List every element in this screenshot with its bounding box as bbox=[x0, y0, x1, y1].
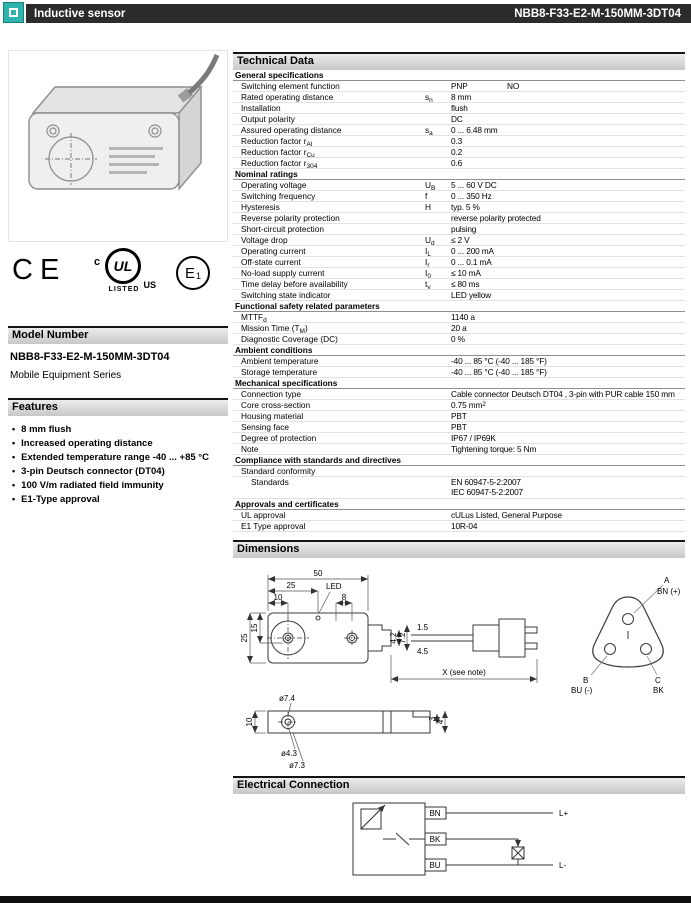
spec-value: typ. 5 % bbox=[451, 202, 480, 212]
spec-label: Hysteresis bbox=[241, 202, 280, 212]
svg-text:10: 10 bbox=[273, 593, 283, 602]
spec-row bbox=[233, 389, 685, 400]
spec-section-header: Ambient conditions bbox=[233, 345, 685, 356]
spec-value: PBT bbox=[451, 422, 467, 432]
spec-value: DC bbox=[451, 114, 463, 124]
dimensions-section-header: Dimensions bbox=[233, 540, 685, 558]
spec-symbol bbox=[425, 356, 451, 366]
spec-symbol bbox=[425, 114, 451, 124]
sensor-symbol bbox=[353, 803, 425, 875]
svg-text:A: A bbox=[664, 576, 670, 585]
brand-logo-inner-square bbox=[9, 8, 18, 17]
svg-text:7.2: 7.2 bbox=[398, 632, 407, 644]
connector-face-detail bbox=[571, 576, 681, 695]
spec-row bbox=[233, 92, 685, 103]
spec-row bbox=[233, 433, 685, 444]
spec-value: 0.75 $mm^2$ bbox=[451, 400, 486, 410]
svg-text:50: 50 bbox=[313, 569, 323, 578]
spec-symbol: $U_d$ bbox=[425, 235, 435, 247]
spec-label: Operating voltage bbox=[241, 180, 307, 190]
spec-label: Storage temperature bbox=[241, 367, 318, 377]
feature-item bbox=[12, 452, 224, 463]
spec-label: Connection type bbox=[241, 389, 301, 399]
svg-text:4: 4 bbox=[436, 719, 445, 725]
spec-row bbox=[233, 290, 685, 301]
spec-label: Diagnostic Coverage (DC) bbox=[241, 334, 338, 344]
spec-symbol: $I_r$ bbox=[425, 257, 430, 269]
ce-mark: CE bbox=[12, 254, 67, 286]
spec-label: Output polarity bbox=[241, 114, 295, 124]
svg-text:C: C bbox=[655, 676, 661, 685]
spec-label: Mission Time $(T_M)$ bbox=[241, 323, 308, 333]
spec-label: Switching state indicator bbox=[241, 290, 331, 300]
spec-symbol bbox=[425, 147, 451, 157]
spec-row bbox=[233, 444, 685, 455]
spec-label: Installation bbox=[241, 103, 281, 113]
spec-symbol bbox=[425, 510, 451, 520]
spec-value: 0 ... 200 mA bbox=[451, 246, 494, 256]
approval-marks bbox=[8, 248, 228, 304]
feature-text: 3-pin Deutsch connector (DT04) bbox=[21, 466, 165, 477]
spec-row bbox=[233, 400, 685, 411]
spec-row bbox=[233, 81, 685, 92]
spec-value: 0 % bbox=[451, 334, 465, 344]
spec-label: Voltage drop bbox=[241, 235, 288, 245]
spec-label: Core cross-section bbox=[241, 400, 311, 410]
spec-label: Standards bbox=[251, 477, 289, 487]
spec-symbol bbox=[425, 81, 451, 91]
svg-text:4.5: 4.5 bbox=[417, 647, 429, 656]
spec-symbol bbox=[425, 477, 451, 498]
spec-label: Reverse polarity protection bbox=[241, 213, 340, 223]
spec-symbol bbox=[425, 334, 451, 344]
bullet-icon: • bbox=[12, 466, 16, 476]
spec-value: PNP NO bbox=[451, 81, 520, 91]
spec-value: 0 ... 350 Hz bbox=[451, 191, 492, 201]
spec-label: Off-state current bbox=[241, 257, 301, 267]
features-section-header: Features bbox=[8, 398, 228, 416]
front-view-dimension-labels bbox=[240, 569, 486, 677]
spec-label: Note bbox=[241, 444, 259, 454]
spec-symbol: $I_L$ bbox=[425, 246, 431, 258]
feature-item bbox=[12, 466, 224, 477]
spec-value bbox=[451, 466, 685, 476]
svg-text:10: 10 bbox=[245, 717, 254, 727]
spec-row bbox=[233, 356, 685, 367]
spec-row bbox=[233, 279, 685, 290]
electrical-connection-diagram bbox=[233, 797, 685, 889]
svg-text:1.5: 1.5 bbox=[417, 623, 429, 632]
front-view-dimension-lines bbox=[250, 575, 537, 683]
spec-row bbox=[233, 224, 685, 235]
svg-text:BN (+): BN (+) bbox=[657, 587, 681, 596]
spec-value: 0.3 bbox=[451, 136, 463, 146]
spec-row bbox=[233, 114, 685, 125]
side-view-drawing bbox=[268, 711, 430, 733]
spec-label: E1 Type approval bbox=[241, 521, 306, 531]
svg-text:25: 25 bbox=[286, 581, 296, 590]
spec-row bbox=[233, 202, 685, 213]
feature-text: 8 mm flush bbox=[21, 424, 72, 435]
feature-text: Increased operating distance bbox=[21, 438, 153, 449]
spec-value-secondary: NO bbox=[507, 81, 520, 91]
spec-label: Reduction factor $r_{304}$ bbox=[241, 158, 318, 168]
spec-symbol bbox=[425, 444, 451, 454]
wire-lines bbox=[425, 807, 553, 871]
spec-symbol bbox=[425, 466, 451, 476]
svg-text:BK: BK bbox=[429, 835, 441, 844]
header-bar bbox=[26, 4, 691, 23]
spec-symbol bbox=[425, 400, 451, 410]
spec-row bbox=[233, 477, 685, 499]
svg-text:LED: LED bbox=[326, 582, 342, 591]
spec-row bbox=[233, 246, 685, 257]
spec-value: IP67 / IP69K bbox=[451, 433, 496, 443]
electrical-connection-section-header: Electrical Connection bbox=[233, 776, 685, 794]
bullet-icon: • bbox=[12, 480, 16, 490]
feature-item bbox=[12, 480, 224, 491]
spec-row bbox=[233, 191, 685, 202]
spec-value: flush bbox=[451, 103, 468, 113]
svg-text:25: 25 bbox=[240, 633, 249, 643]
bullet-icon: • bbox=[12, 424, 16, 434]
spec-row bbox=[233, 213, 685, 224]
spec-label: Rated operating distance bbox=[241, 92, 334, 102]
spec-row bbox=[233, 235, 685, 246]
spec-section-header: General specifications bbox=[233, 70, 685, 81]
spec-symbol bbox=[425, 411, 451, 421]
technical-data-section-header: Technical Data bbox=[233, 52, 685, 70]
spec-value: 0.6 bbox=[451, 158, 463, 168]
spec-symbol: $I_0$ bbox=[425, 268, 431, 280]
spec-symbol bbox=[425, 367, 451, 377]
brand-logo-icon bbox=[3, 2, 24, 23]
spec-row bbox=[233, 367, 685, 378]
spec-value: 20 a bbox=[451, 323, 467, 333]
spec-symbol bbox=[425, 103, 451, 113]
spec-row bbox=[233, 257, 685, 268]
spec-value: LED yellow bbox=[451, 290, 492, 300]
spec-value: reverse polarity protected bbox=[451, 213, 541, 223]
spec-value: ≤ 2 V bbox=[451, 235, 470, 245]
feature-text: 100 V/m radiated field immunity bbox=[21, 480, 164, 491]
bullet-icon: • bbox=[12, 438, 16, 448]
spec-symbol bbox=[425, 389, 451, 399]
spec-symbol: H bbox=[425, 202, 431, 212]
spec-symbol bbox=[425, 422, 451, 432]
spec-label: Short-circuit protection bbox=[241, 224, 325, 234]
spec-label: Ambient temperature bbox=[241, 356, 319, 366]
e1-approval-mark: E 1 bbox=[176, 256, 210, 290]
model-number: NBB8-F33-E2-M-150MM-3DT04 bbox=[10, 351, 170, 363]
side-view-dimension-labels bbox=[245, 694, 445, 770]
spec-label: Switching element function bbox=[241, 81, 340, 91]
spec-symbol bbox=[425, 433, 451, 443]
feature-text: Extended temperature range -40 ... +85 °C bbox=[21, 452, 209, 463]
ul-circle-icon: UL bbox=[105, 248, 141, 284]
spec-row bbox=[233, 411, 685, 422]
spec-label: Housing material bbox=[241, 411, 304, 421]
spec-value: ≤ 10 mA bbox=[451, 268, 481, 278]
svg-text:ø4.3: ø4.3 bbox=[281, 749, 298, 758]
feature-text: E1-Type approval bbox=[21, 494, 100, 505]
spec-symbol bbox=[425, 224, 451, 234]
spec-section-header: Mechanical specifications bbox=[233, 378, 685, 389]
bullet-icon: • bbox=[12, 452, 16, 462]
ul-listed-label: LISTED bbox=[108, 286, 140, 293]
product-drawing bbox=[9, 51, 227, 241]
spec-symbol bbox=[425, 290, 451, 300]
spec-label: UL approval bbox=[241, 510, 286, 520]
svg-text:3: 3 bbox=[428, 716, 437, 722]
spec-section-header: Nominal ratings bbox=[233, 169, 685, 180]
technical-data-table bbox=[233, 70, 685, 532]
spec-row bbox=[233, 103, 685, 114]
spec-value: pulsing bbox=[451, 224, 477, 234]
svg-text:L-: L- bbox=[559, 861, 567, 870]
spec-label: Time delay before availability bbox=[241, 279, 348, 289]
model-number-section-header: Model Number bbox=[8, 326, 228, 344]
spec-value: 0.2 bbox=[451, 147, 463, 157]
spec-value: 5 ... 60 V DC bbox=[451, 180, 497, 190]
spec-symbol bbox=[425, 312, 451, 322]
header-model-number: NBB8-F33-E2-M-150MM-3DT04 bbox=[514, 7, 681, 20]
page-footer-bar bbox=[0, 896, 691, 903]
spec-row bbox=[233, 521, 685, 532]
spec-value: EN 60947-5-2:2007 IEC 60947-5-2:2007 bbox=[451, 477, 524, 497]
spec-symbol bbox=[425, 213, 451, 223]
ul-canada-prefix: c bbox=[94, 256, 101, 268]
spec-value: cULus Listed, General Purpose bbox=[451, 510, 562, 520]
svg-text:BU (-): BU (-) bbox=[571, 686, 593, 695]
product-image bbox=[8, 50, 228, 242]
svg-text:4.2: 4.2 bbox=[389, 632, 398, 644]
product-family-title: Inductive sensor bbox=[34, 7, 126, 20]
spec-symbol bbox=[425, 136, 451, 146]
dimensions-drawing bbox=[233, 561, 685, 773]
bullet-icon: • bbox=[12, 494, 16, 504]
svg-text:B: B bbox=[583, 676, 589, 685]
svg-text:BN: BN bbox=[429, 809, 441, 818]
spec-label: Sensing face bbox=[241, 422, 289, 432]
spec-row bbox=[233, 180, 685, 191]
spec-row bbox=[233, 312, 685, 323]
spec-symbol: $s_n$ bbox=[425, 92, 433, 104]
spec-value: 0 ... 6.48 mm bbox=[451, 125, 498, 135]
spec-symbol: $s_a$ bbox=[425, 125, 433, 137]
spec-row bbox=[233, 510, 685, 521]
spec-value: 1140 a bbox=[451, 312, 475, 322]
svg-text:ø7.3: ø7.3 bbox=[289, 761, 306, 770]
features-list bbox=[12, 424, 224, 508]
svg-text:BK: BK bbox=[653, 686, 664, 695]
spec-row bbox=[233, 466, 685, 477]
spec-label: Standard conformity bbox=[241, 466, 316, 476]
spec-label: Operating current bbox=[241, 246, 306, 256]
spec-value: 10R-04 bbox=[451, 521, 478, 531]
spec-value: Cable connector Deutsch DT04 , 3-pin with PUR cable 150 mm bbox=[451, 389, 675, 399]
spec-row bbox=[233, 334, 685, 345]
spec-row bbox=[233, 422, 685, 433]
spec-value: -40 ... 85 °C (-40 ... 185 °F) bbox=[451, 356, 547, 366]
svg-text:15: 15 bbox=[250, 623, 259, 633]
spec-value: -40 ... 85 °C (-40 ... 185 °F) bbox=[451, 367, 547, 377]
spec-label: $MTTF_d$ bbox=[241, 312, 267, 322]
svg-text:ø7.4: ø7.4 bbox=[279, 694, 296, 703]
svg-text:L+: L+ bbox=[559, 809, 569, 818]
spec-symbol: f bbox=[425, 191, 428, 201]
spec-row bbox=[233, 323, 685, 334]
spec-label: Switching frequency bbox=[241, 191, 316, 201]
spec-section-header: Functional safety related parameters bbox=[233, 301, 685, 312]
spec-symbol bbox=[425, 521, 451, 531]
spec-symbol bbox=[425, 323, 451, 333]
spec-value: Tightening torque: 5 Nm bbox=[451, 444, 537, 454]
spec-label: Degree of protection bbox=[241, 433, 317, 443]
spec-section-header: Compliance with standards and directives bbox=[233, 455, 685, 466]
spec-row bbox=[233, 125, 685, 136]
spec-symbol: $t_v$ bbox=[425, 279, 431, 291]
series-name: Mobile Equipment Series bbox=[10, 370, 122, 381]
spec-row bbox=[233, 136, 685, 147]
cul-us-listed-mark bbox=[94, 248, 156, 304]
feature-item bbox=[12, 424, 224, 435]
svg-text:8: 8 bbox=[341, 593, 347, 602]
spec-symbol: $U_B$ bbox=[425, 180, 436, 192]
spec-value: ≤ 80 ms bbox=[451, 279, 480, 289]
spec-value: 8 mm bbox=[451, 92, 472, 102]
spec-row bbox=[233, 147, 685, 158]
feature-item bbox=[12, 438, 224, 449]
spec-row bbox=[233, 268, 685, 279]
spec-section-header: Approvals and certificates bbox=[233, 499, 685, 510]
feature-item bbox=[12, 494, 224, 505]
spec-label: Assured operating distance bbox=[241, 125, 342, 135]
spec-label: Reduction factor $r_{Cu}$ bbox=[241, 147, 315, 157]
spec-row bbox=[233, 158, 685, 169]
svg-text:BU: BU bbox=[429, 861, 441, 870]
ul-us-suffix: US bbox=[143, 280, 156, 290]
spec-value: PBT bbox=[451, 411, 467, 421]
spec-symbol bbox=[425, 158, 451, 168]
spec-label: Reduction factor $r_{Al}$ bbox=[241, 136, 313, 146]
spec-value: 0 ... 0.1 mA bbox=[451, 257, 492, 267]
svg-text:X (see note): X (see note) bbox=[442, 668, 486, 677]
spec-label: No-load supply current bbox=[241, 268, 325, 278]
